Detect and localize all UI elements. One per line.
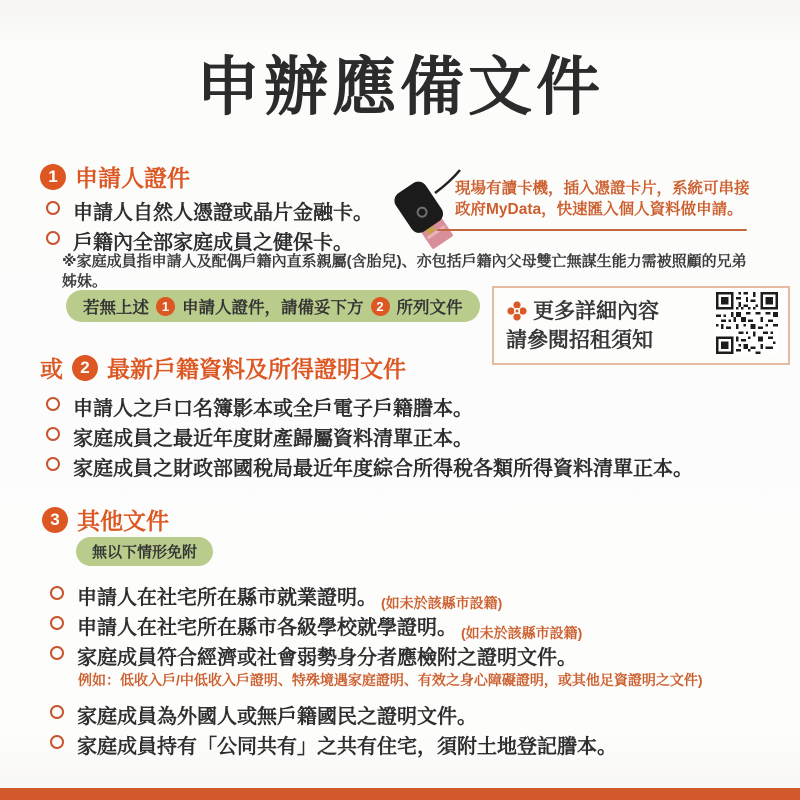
bullet-circle-icon xyxy=(46,427,60,441)
item-text: 申請人自然人憑證或晶片金融卡。 xyxy=(73,202,373,224)
list-item xyxy=(50,581,502,610)
exemption-pill xyxy=(76,537,213,566)
item-text: 家庭成員持有「公同共有」之共有住宅，須附土地登記謄本。 xyxy=(77,736,617,758)
flower-icon xyxy=(506,300,528,322)
bottom-accent-bar xyxy=(0,788,800,800)
or-prefix: 或 xyxy=(40,356,63,382)
list-item xyxy=(46,392,473,421)
bullet-circle-icon xyxy=(46,457,60,471)
bullet-circle-icon xyxy=(46,201,60,215)
bullet-circle-icon xyxy=(50,735,64,749)
item-text: 申請人之戶口名簿影本或全戶電子戶籍謄本。 xyxy=(73,398,473,420)
exemption-pill-text: 無以下情形免附 xyxy=(92,544,198,561)
bullet-circle-icon xyxy=(50,705,64,719)
list-item xyxy=(46,452,693,481)
number-badge-2: 2 xyxy=(72,355,98,381)
number-badge-2-inline: 2 xyxy=(371,297,390,316)
item-text: 申請人在社宅所在縣市就業證明。 $_{(如未於該縣市設籍)}$ xyxy=(77,587,503,611)
item-text: 家庭成員之最近年度財產歸屬資料清單正本。 xyxy=(73,428,473,450)
list-item xyxy=(46,196,373,225)
list-item xyxy=(50,611,582,640)
list-item xyxy=(50,700,477,729)
list-item xyxy=(46,422,473,451)
bullet-circle-icon xyxy=(46,231,60,245)
item-text: 申請人在社宅所在縣市各級學校就學證明。 $_{(如未於該縣市設籍)}$ xyxy=(77,617,583,641)
qr-info-panel xyxy=(492,286,790,365)
pill-text-pre: 若無上述 xyxy=(83,299,149,317)
fallback-instruction-pill xyxy=(66,290,480,322)
family-member-note: ※家庭成員指申請人及配偶戶籍內直系親屬(含胎兒)、亦包括戶籍內父母雙亡無謀生能力需被照顧的兄弟姊妹。 xyxy=(62,253,747,290)
condition-note: (如未於該縣市設籍) xyxy=(461,625,583,641)
list-item xyxy=(50,730,617,759)
qr-panel-text xyxy=(506,297,659,355)
section-1-title: 申請人證件 xyxy=(75,165,190,191)
section-2-title: 最新戶籍資料及所得證明文件 xyxy=(107,356,406,382)
condition-note: (如未於該縣市設籍) xyxy=(381,595,503,611)
pill-text-post: 所列文件 xyxy=(396,299,463,317)
qr-text-line2: 請參閱招租須知 xyxy=(506,328,653,352)
number-badge-3: 3 xyxy=(42,507,68,533)
list-item xyxy=(46,226,353,255)
bullet-circle-icon xyxy=(46,397,60,411)
item-text: 戶籍內全部家庭成員之健保卡。 xyxy=(73,232,353,254)
bullet-circle-icon xyxy=(50,616,64,630)
item-text: 家庭成員符合經濟或社會弱勢身分者應檢附之證明文件。 xyxy=(77,647,577,669)
pill-text-mid: 申請人證件，請備妥下方 xyxy=(182,299,364,317)
section-applicant-credentials-heading xyxy=(40,160,190,193)
section-3-title: 其他文件 xyxy=(77,508,169,534)
list-item xyxy=(50,641,577,670)
qr-code xyxy=(716,292,778,359)
reader-tip-text: 現場有讀卡機，插入憑證卡片，系統可串接政府MyData，快速匯入個人資料做申請。 xyxy=(455,180,750,218)
item-text: 家庭成員之財政部國稅局最近年度綜合所得稅各類所得資料清單正本。 xyxy=(73,458,693,480)
section-other-documents-heading xyxy=(42,503,169,536)
qr-text-line1: 更多詳細內容 xyxy=(533,299,659,323)
item-text: 家庭成員為外國人或無戶籍國民之證明文件。 xyxy=(77,706,477,728)
bullet-circle-icon xyxy=(50,646,64,660)
number-badge-1-inline: 1 xyxy=(156,297,175,316)
bullet-circle-icon xyxy=(50,586,64,600)
tip-divider xyxy=(437,229,747,231)
page-title: 申辦應備文件 xyxy=(196,51,604,123)
section-household-documents-heading xyxy=(40,351,406,384)
number-badge-1: 1 xyxy=(40,164,66,190)
example-note: 例如：低收入戶/中低收入戶證明、特殊境遇家庭證明、有效之身心障礙證明，或其他足資證明之文件) xyxy=(78,672,703,688)
